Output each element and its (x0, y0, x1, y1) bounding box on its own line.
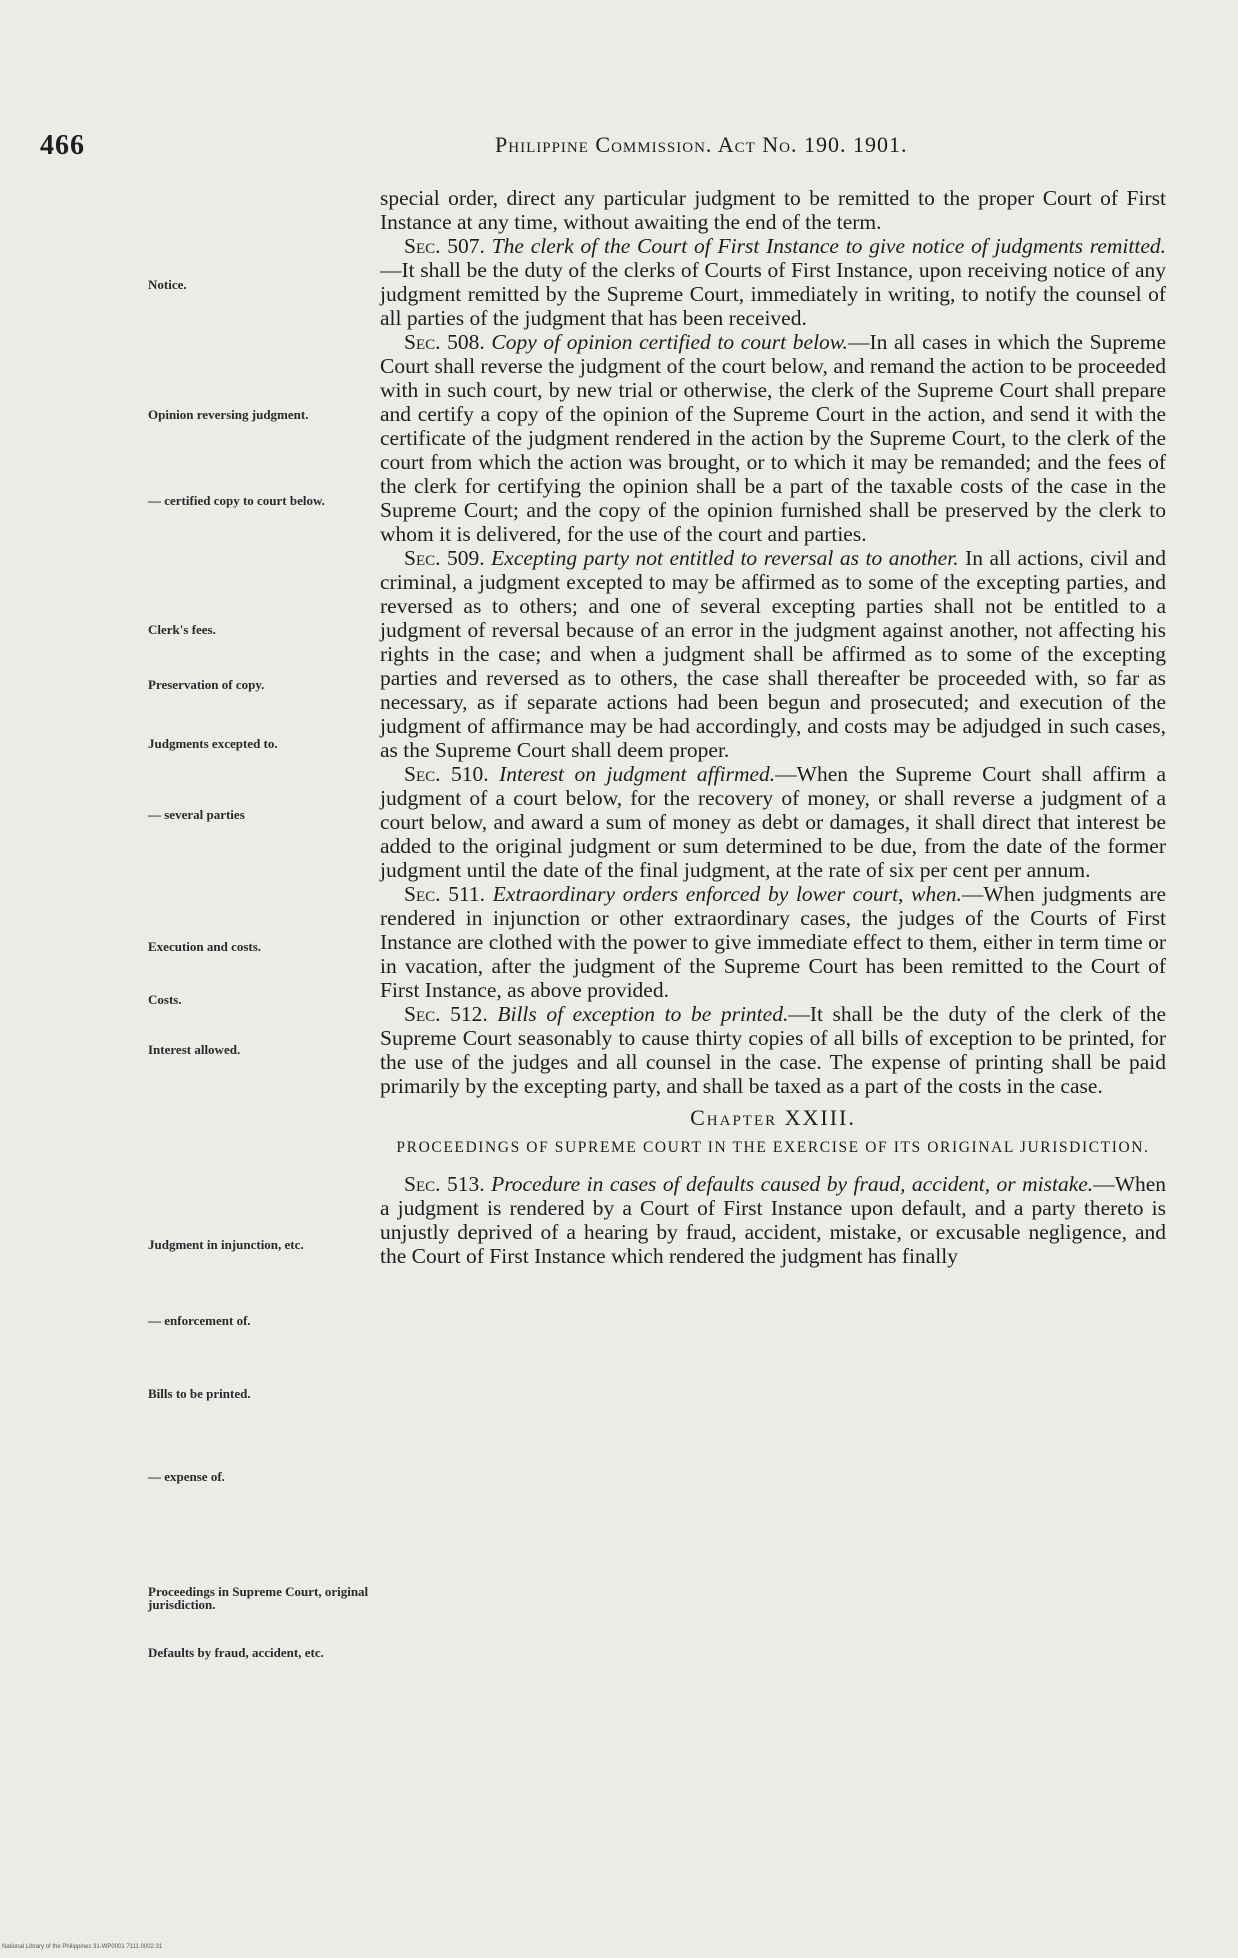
section-508 (380, 330, 1166, 546)
section-513 (380, 1172, 1166, 1268)
margin-note-enforcement: — enforcement of. (148, 1313, 251, 1328)
section-title: Procedure in cases of defaults caused by fraud, accident, or mistake. (491, 1172, 1094, 1196)
section-text: —When judgments are rendered in injunction or other extraordinary cases, the judges of the Courts of First Instance are clothed with the power to give immediate effect to them, either in term time or in vacation, after the judgment of the Supreme Court has been remitted to the Court of First Instance, as above provided. (380, 882, 1167, 1002)
section-title: Excepting party not entitled to reversal as to another. (491, 546, 959, 570)
margin-note-opinion-reversing: Opinion reversing judgment. (148, 407, 309, 422)
section-text: —It shall be the duty of the clerks of Courts of First Instance, upon receiving notice of any judgment remitted by the Supreme Court, immediately in writing, to notify the counsel of all parties of the judgment that has been received. (380, 258, 1166, 330)
margin-note-notice: Notice. (148, 277, 187, 292)
margin-note-judgment-injunction: Judgment in injunction, etc. (148, 1237, 304, 1252)
margin-note-interest-allowed: Interest allowed. (148, 1042, 241, 1057)
section-label: Sec. 510. (404, 762, 489, 786)
section-label: Sec. 507. (404, 234, 485, 258)
section-label: Sec. 512. (404, 1002, 488, 1026)
margin-note-proceedings-supreme: Proceedings in Supreme Court, original jurisdiction. (148, 1584, 369, 1612)
section-509 (380, 546, 1166, 762)
section-label: Sec. 511. (404, 882, 486, 906)
section-title: Interest on judgment affirmed. (499, 762, 776, 786)
page-number: 466 (40, 130, 85, 161)
section-title: Bills of exception to be printed. (497, 1002, 789, 1026)
section-511 (380, 882, 1166, 1002)
margin-note-several-parties: — several parties (148, 807, 245, 822)
section-title: The clerk of the Court of First Instance to give notice of judgments remitted. (491, 234, 1166, 258)
margin-note-clerks-fees: Clerk's fees. (148, 622, 216, 637)
section-text: —When a judgment is rendered by a Court of First Instance upon default, and a party thereto is unjustly deprived of a hearing by fraud, accident, mistake, or excusable negligence, and the Court of First Instance which rendered the judgment has finally (380, 1172, 1167, 1268)
scan-credit: National Library of the Philippines 31-WP0001 7111 0002.31 (2, 1944, 163, 1950)
section-label: Sec. 509. (404, 546, 485, 570)
section-label: Sec. 513. (404, 1172, 485, 1196)
chapter-heading: Chapter XXIII. (690, 1105, 856, 1130)
section-507 (380, 234, 1166, 330)
margin-note-judgments-excepted: Judgments excepted to. (148, 736, 278, 751)
section-512 (380, 1002, 1166, 1098)
section-text: —When the Supreme Court shall affirm a judgment of a court below, for the recovery of money, or shall reverse a judgment of a court below, and award a sum of money as debt or damages, it shall direct that interest be added to the original judgment or sum determined to be due, from the date of the former judgment until the date of the final judgment, at the rate of six per cent per annum. (380, 762, 1166, 882)
section-label: Sec. 508. (404, 330, 485, 354)
margin-note-costs: Costs. (148, 992, 182, 1007)
chapter-subheading: PROCEEDINGS OF SUPREME COURT IN THE EXERCISE OF ITS ORIGINAL JURISDICTION. (396, 1139, 1150, 1156)
margin-note-preservation: Preservation of copy. (148, 677, 265, 692)
section-text: —In all cases in which the Supreme Court shall reverse the judgment of the court below, and remand the action to be proceeded with in such court, by new trial or otherwise, the clerk of the Supreme Court shall prepare and certify a copy of the opinion of the Supreme Court in the action, and send it with the certificate of the judgment rendered in the action by the Supreme Court, to the clerk of the court from which the action was brought, or to which it may be remanded; and the fees of the clerk for certifying the opinion shall be a part of the taxable costs of the case in the Supreme Court; and the copy of the opinion furnished shall be preserved by the clerk to whom it is delivered, for the use of the court and parties. (380, 330, 1166, 546)
running-head: Philippine Commission. Act No. 190. 1901. (495, 132, 908, 157)
body-text (380, 186, 1166, 1268)
margin-note-expense: — expense of. (148, 1469, 225, 1484)
margin-note-defaults: Defaults by fraud, accident, etc. (148, 1645, 324, 1660)
section-text: —It shall be the duty of the clerk of the Supreme Court seasonably to cause thirty copies of all bills of exception to be printed, for the use of the judges and all counsel in the case. The expense of printing shall be paid primarily by the excepting party, and shall be taxed as a part of the costs in the case. (380, 1002, 1167, 1098)
section-text: In all actions, civil and criminal, a judgment excepted to may be affirmed as to some of the excepting parties, and reversed as to others; and one of several excepting parties shall not be entitled to a judgment of reversal because of an error in the judgment against another, not affecting his rights in the case; and when a judgment shall be affirmed as to some of the excepting parties and reversed as to others, the case shall thereafter be proceeded with, so far as necessary, as if separate actions had been begun and prosecuted; and execution of the judgment of affirmance may be had accordingly, and costs may be adjudged in such cases, as the Supreme Court shall deem proper. (380, 546, 1167, 762)
margin-note-execution-costs: Execution and costs. (148, 939, 262, 954)
section-title: Copy of opinion certified to court below. (491, 330, 848, 354)
continuation-paragraph: special order, direct any particular judgment to be remitted to the proper Court of First Instance at any time, without awaiting the end of the term. (380, 186, 1166, 234)
section-title: Extraordinary orders enforced by lower court, when. (492, 882, 962, 906)
margin-note-certified-copy: — certified copy to court below. (148, 493, 325, 508)
section-510 (380, 762, 1166, 882)
margin-note-bills-printed: Bills to be printed. (148, 1386, 251, 1401)
